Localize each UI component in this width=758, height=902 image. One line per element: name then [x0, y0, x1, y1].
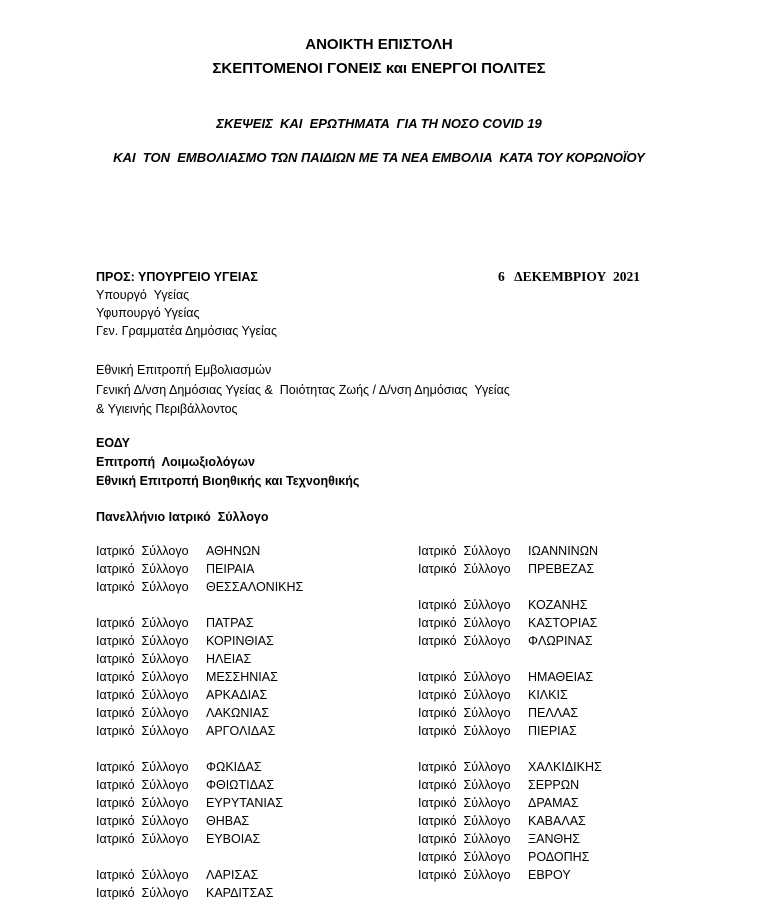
association-region: ΦΛΩΡΙΝΑΣ [528, 634, 593, 648]
association-region: ΠΕΛΛΑΣ [528, 706, 579, 720]
association-label: Ιατρικό Σύλλογο [96, 814, 189, 828]
recipient-committee: Εθνική Επιτροπή Βιοηθικής και Τεχνοηθικής [96, 474, 360, 488]
association-label: Ιατρικό Σύλλογο [418, 688, 511, 702]
association-label: Ιατρικό Σύλλογο [418, 724, 511, 738]
recipient-line: Γεν. Γραμματέα Δημόσιας Υγείας [96, 324, 278, 338]
association-item [96, 758, 262, 776]
association-region: ΑΡΓΟΛΙΔΑΣ [206, 724, 276, 738]
recipient-ministry: ΠΡΟΣ: ΥΠΟΥΡΓΕΙΟ ΥΓΕΙΑΣ [96, 270, 258, 284]
association-item [418, 704, 578, 722]
recipient-committee: Επιτροπή Λοιμωξιολόγων [96, 455, 255, 469]
association-label: Ιατρικό Σύλλογο [418, 562, 511, 576]
association-region: ΘΕΣΣΑΛΟΝΙΚΗΣ [206, 580, 304, 594]
association-region: ΜΕΣΣΗΝΙΑΣ [206, 670, 278, 684]
letter-title: ΑΝΟΙΚΤΗ ΕΠΙΣΤΟΛΗ [305, 36, 453, 53]
association-region: ΑΡΚΑΔΙΑΣ [206, 688, 268, 702]
association-label: Ιατρικό Σύλλογο [96, 778, 189, 792]
association-label: Ιατρικό Σύλλογο [96, 580, 189, 594]
association-label: Ιατρικό Σύλλογο [96, 634, 189, 648]
association-label: Ιατρικό Σύλλογο [418, 832, 511, 846]
association-item [418, 632, 593, 650]
recipient-line: Υπουργό Υγείας [96, 288, 190, 302]
association-region: ΦΩΚΙΔΑΣ [206, 760, 262, 774]
association-item [96, 704, 269, 722]
association-region: ΚΟΡΙΝΘΙΑΣ [206, 634, 274, 648]
recipient-line: & Υγιεινής Περιβάλλοντος [96, 402, 238, 416]
association-item [96, 722, 275, 740]
association-item [96, 830, 260, 848]
association-label: Ιατρικό Σύλλογο [418, 760, 511, 774]
association-item [96, 578, 303, 596]
association-label: Ιατρικό Σύλλογο [96, 760, 189, 774]
association-label: Ιατρικό Σύλλογο [96, 724, 189, 738]
association-region: ΙΩΑΝΝΙΝΩΝ [528, 544, 599, 558]
association-label: Ιατρικό Σύλλογο [96, 652, 189, 666]
letter-date: 6 ΔΕΚΕΜΒΡΙΟΥ 2021 [498, 269, 641, 284]
topic-line-1: ΣΚΕΨΕΙΣ ΚΑΙ ΕΡΩΤΗΜΑΤΑ ΓΙΑ ΤΗ ΝΟΣΟ COVID 19 [216, 116, 542, 131]
association-item [96, 542, 260, 560]
association-region: ΛΑΚΩΝΙΑΣ [206, 706, 269, 720]
association-item [418, 848, 589, 866]
association-region: ΚΑΣΤΟΡΙΑΣ [528, 616, 598, 630]
association-label: Ιατρικό Σύλλογο [96, 886, 189, 900]
association-label: Ιατρικό Σύλλογο [96, 796, 189, 810]
association-label: Ιατρικό Σύλλογο [418, 670, 511, 684]
association-item [96, 812, 249, 830]
association-region: ΣΕΡΡΩΝ [528, 778, 580, 792]
association-region: ΔΡΑΜΑΣ [528, 796, 579, 810]
association-label: Ιατρικό Σύλλογο [96, 688, 189, 702]
association-region: ΗΛΕΙΑΣ [206, 652, 252, 666]
association-region: ΕΥΒΟΙΑΣ [206, 832, 261, 846]
association-label: Ιατρικό Σύλλογο [418, 598, 511, 612]
association-region: ΧΑΛΚΙΔΙΚΗΣ [528, 760, 602, 774]
recipient-line: Εθνική Επιτροπή Εμβολιασμών [96, 363, 272, 377]
association-region: ΡΟΔΟΠΗΣ [528, 850, 590, 864]
association-item [418, 686, 568, 704]
association-item [96, 668, 278, 686]
association-item [96, 632, 274, 650]
recipient-eody: ΕΟΔΥ [96, 436, 130, 450]
association-region: ΚΑΡΔΙΤΣΑΣ [206, 886, 274, 900]
association-region: ΚΙΛΚΙΣ [528, 688, 568, 702]
association-item [418, 614, 597, 632]
association-item [418, 776, 579, 794]
association-item [96, 560, 254, 578]
association-item [418, 758, 602, 776]
association-region: ΗΜΑΘΕΙΑΣ [528, 670, 594, 684]
topic-line-2: ΚΑΙ ΤΟΝ ΕΜΒΟΛΙΑΣΜΟ ΤΩΝ ΠΑΙΔΙΩΝ ΜΕ ΤΑ ΝΕΑ ΕΜΒΟΛΙΑ ΚΑΤΑ ΤΟΥ ΚΟΡΩΝΟΪΟΥ [113, 150, 645, 165]
association-region: ΠΡΕΒΕΖΑΣ [528, 562, 595, 576]
association-label: Ιατρικό Σύλλογο [418, 616, 511, 630]
association-item [96, 650, 251, 668]
association-item [418, 830, 580, 848]
association-region: ΛΑΡΙΣΑΣ [206, 868, 259, 882]
association-label: Ιατρικό Σύλλογο [96, 868, 189, 882]
association-label: Ιατρικό Σύλλογο [418, 814, 511, 828]
association-region: ΠΙΕΡΙΑΣ [528, 724, 577, 738]
recipient-line: Γενική Δ/νση Δημόσιας Υγείας & Ποιότητας Ζωής / Δ/νση Δημόσιας Υγείας [96, 383, 510, 397]
association-region: ΠΑΤΡΑΣ [206, 616, 254, 630]
association-label: Ιατρικό Σύλλογο [96, 616, 189, 630]
association-label: Ιατρικό Σύλλογο [96, 562, 189, 576]
association-region: ΕΥΡΥΤΑΝΙΑΣ [206, 796, 283, 810]
recipient-line: Υφυπουργό Υγείας [96, 306, 200, 320]
association-item [96, 776, 274, 794]
association-region: ΚΟΖΑΝΗΣ [528, 598, 588, 612]
association-label: Ιατρικό Σύλλογο [96, 832, 189, 846]
recipient-panhellenic: Πανελλήνιο Ιατρικό Σύλλογο [96, 510, 269, 524]
association-item [418, 560, 594, 578]
association-label: Ιατρικό Σύλλογο [96, 544, 189, 558]
association-item [96, 884, 273, 902]
association-item [418, 812, 586, 830]
association-label: Ιατρικό Σύλλογο [418, 778, 511, 792]
association-region: ΞΑΝΘΗΣ [528, 832, 580, 846]
association-item [418, 542, 598, 560]
association-item [418, 794, 579, 812]
association-item [418, 596, 587, 614]
association-item [96, 866, 258, 884]
association-label: Ιατρικό Σύλλογο [96, 706, 189, 720]
association-region: ΕΒΡΟΥ [528, 868, 571, 882]
association-region: ΑΘΗΝΩΝ [206, 544, 261, 558]
association-label: Ιατρικό Σύλλογο [418, 706, 511, 720]
association-item [418, 866, 571, 884]
association-region: ΚΑΒΑΛΑΣ [528, 814, 586, 828]
association-item [96, 686, 267, 704]
association-item [96, 794, 283, 812]
association-region: ΠΕΙΡΑΙΑ [206, 562, 255, 576]
association-label: Ιατρικό Σύλλογο [418, 850, 511, 864]
association-label: Ιατρικό Σύλλογο [96, 670, 189, 684]
letter-subtitle-senders: ΣΚΕΠΤΟΜΕΝΟΙ ΓΟΝΕΙΣ και ΕΝΕΡΓΟΙ ΠΟΛΙΤΕΣ [212, 60, 546, 77]
association-item [418, 722, 577, 740]
association-item [96, 614, 254, 632]
association-item [418, 668, 593, 686]
association-region: ΘΗΒΑΣ [206, 814, 250, 828]
association-label: Ιατρικό Σύλλογο [418, 868, 511, 882]
association-label: Ιατρικό Σύλλογο [418, 796, 511, 810]
association-label: Ιατρικό Σύλλογο [418, 634, 511, 648]
association-label: Ιατρικό Σύλλογο [418, 544, 511, 558]
association-region: ΦΘΙΩΤΙΔΑΣ [206, 778, 275, 792]
